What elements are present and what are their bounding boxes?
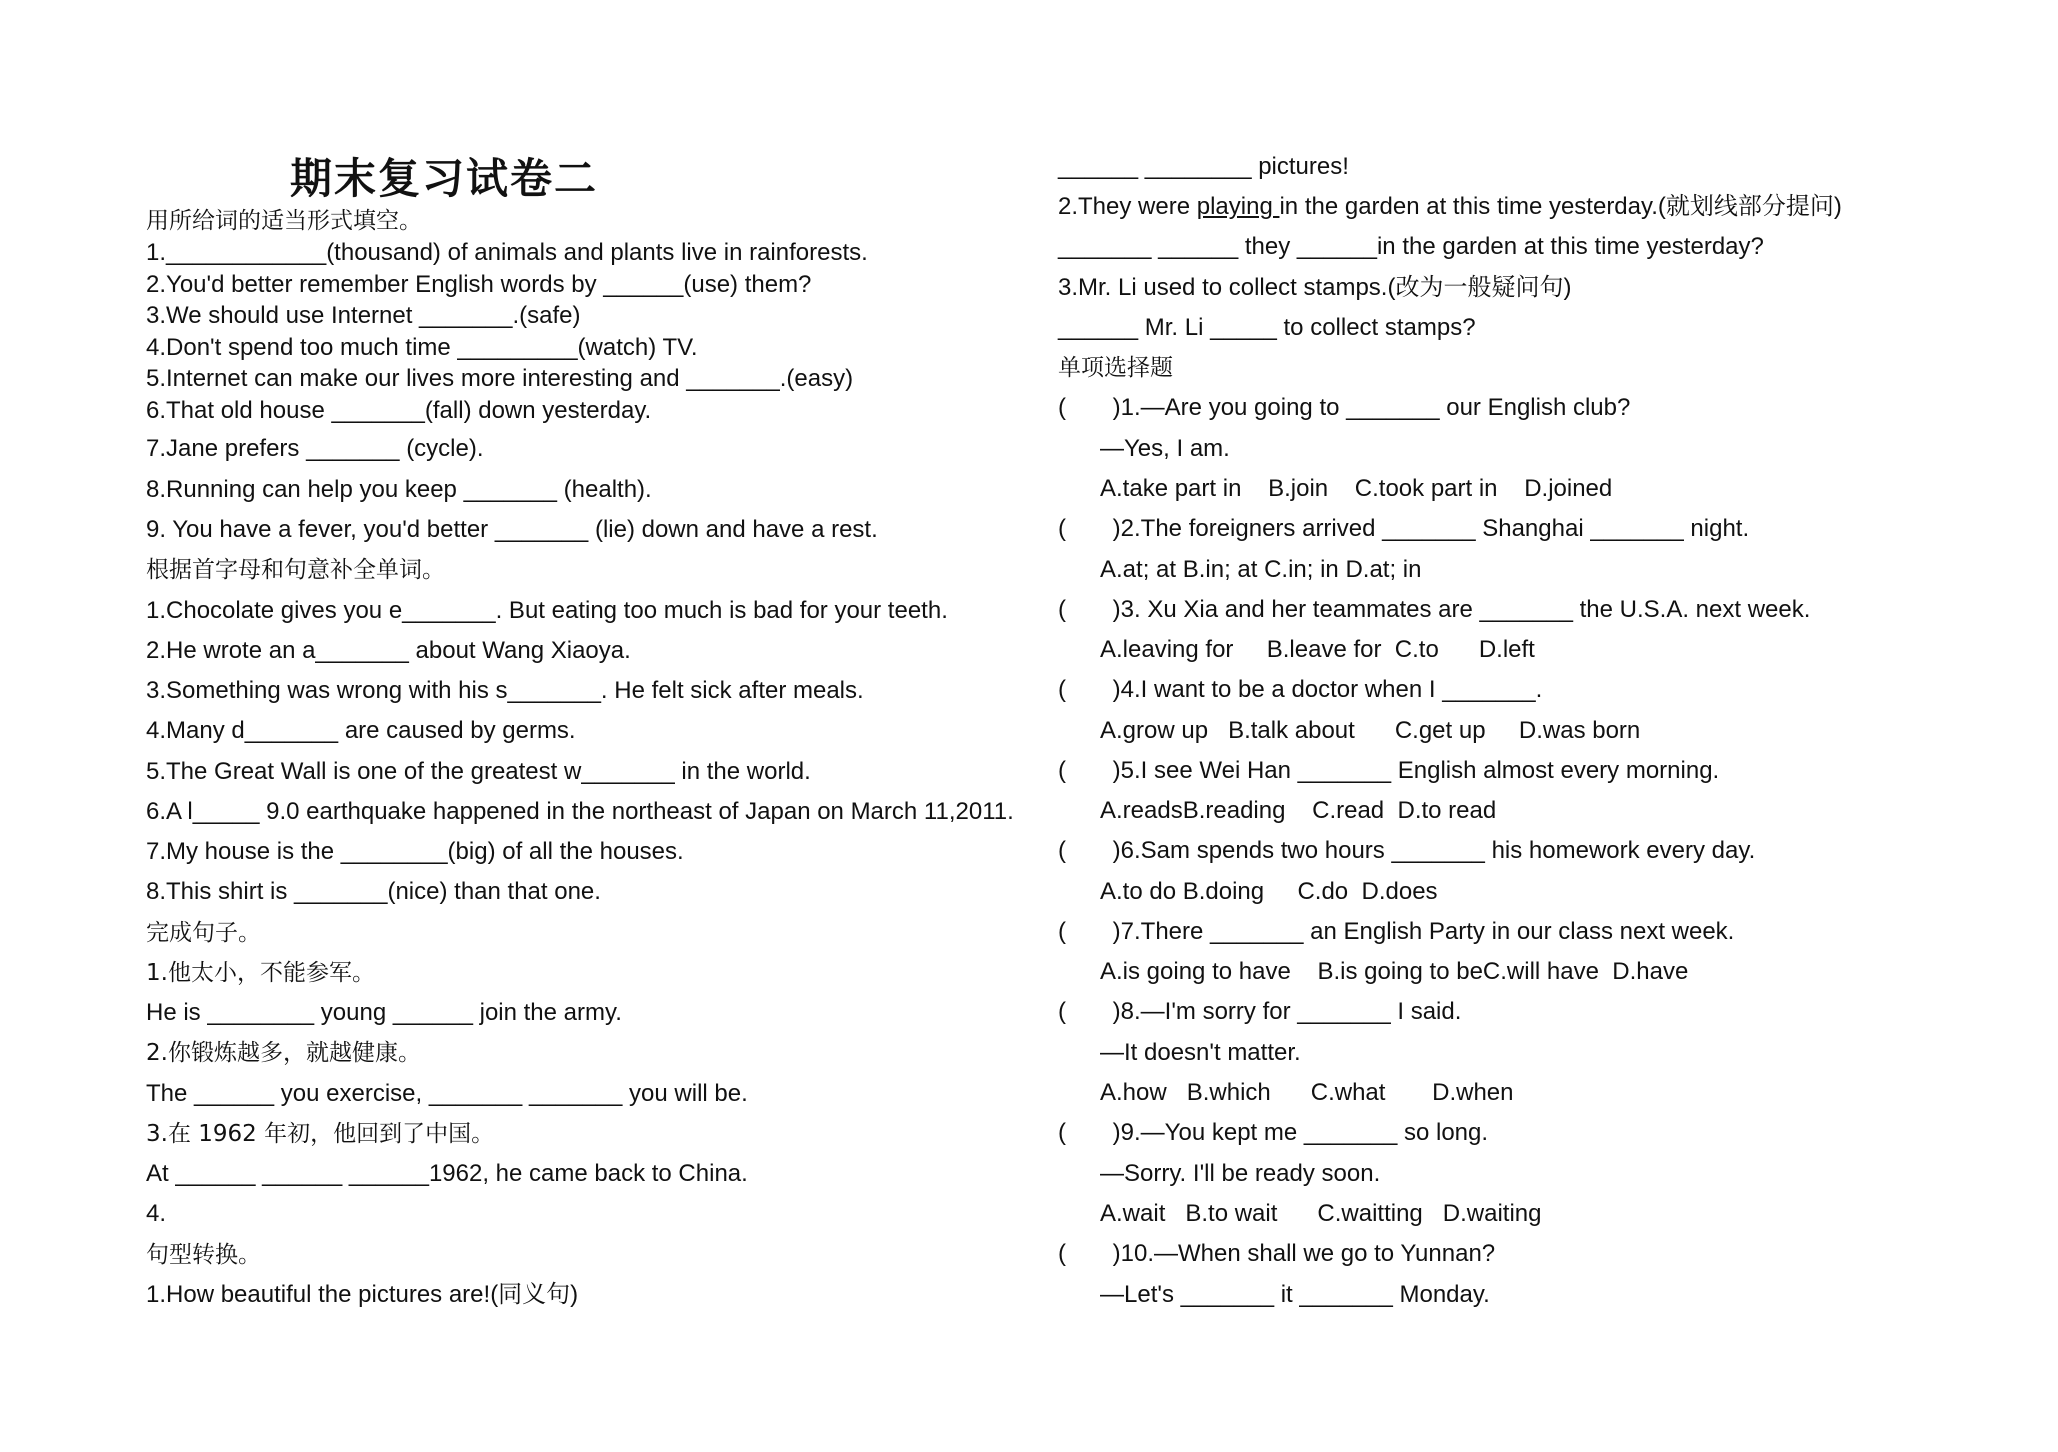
mc-question: ( )1.—Are you going to _______ our English club? [1058,394,1631,421]
question-line: He is ________ young ______ join the army. [146,999,622,1026]
mc-options: A.to do B.doing C.do D.does [1100,878,1438,905]
mc-question: ( )10.—When shall we go to Yunnan? [1058,1240,1496,1267]
question-line: 6.A l_____ 9.0 earthquake happened in the northeast of Japan on March 11,2011. [146,798,1014,825]
underlined-word: playing [1196,193,1280,220]
question-line: 8.This shirt is _______(nice) than that one. [146,878,601,905]
mc-options: A.readsB.reading C.read D.to read [1100,797,1497,824]
question-line: 5.Internet can make our lives more interesting and _______.(easy) [146,365,854,392]
question-line: 3.We should use Internet _______.(safe) [146,302,581,329]
question-line: 4.Don't spend too much time _________(watch) TV. [146,334,698,361]
question-line: 6.That old house _______(fall) down yesterday. [146,397,652,424]
mc-options: A.how B.which C.what D.when [1100,1079,1514,1106]
page-title: 期末复习试卷二 [290,154,599,203]
question-line: 1.How beautiful the pictures are!(同义句) [146,1281,579,1308]
question-line: 5.The Great Wall is one of the greatest w_______ in the world. [146,758,811,785]
question-line: 3.在 1962 年初，他回到了中国。 [146,1121,495,1147]
question-line: 1.Chocolate gives you e_______. But eating too much is bad for your teeth. [146,597,948,624]
mc-options: A.leaving for B.leave for C.to D.left [1100,636,1535,663]
mc-question: ( )4.I want to be a doctor when I _______. [1058,676,1543,703]
question-line: 4.Many d_______ are caused by germs. [146,717,576,744]
mc-question: ( )5.I see Wei Han _______ English almost every morning. [1058,757,1720,784]
question-line: 3.Mr. Li used to collect stamps.(改为一般疑问句) [1058,274,1572,301]
question-line: The ______ you exercise, _______ _______ you will be. [146,1080,748,1107]
mc-question: ( )3. Xu Xia and her teammates are _______ the U.S.A. next week. [1058,596,1811,623]
question-line: 8.Running can help you keep _______ (health). [146,476,652,503]
question-line: At ______ ______ ______1962, he came back to China. [146,1160,748,1187]
question-line: 2.You'd better remember English words by ______(use) them? [146,271,812,298]
question-line: 3.Something was wrong with his s_______. He felt sick after meals. [146,677,864,704]
question-line: ______ ________ pictures! [1058,153,1349,180]
section-heading-fill-in: 用所给词的适当形式填空。 [146,208,422,234]
mc-answer-line: —Sorry. I'll be ready soon. [1100,1160,1381,1187]
section-heading-multiple-choice: 单项选择题 [1058,355,1173,381]
question-text: in the garden at this time yesterday.(就划线部分提问) [1279,193,1842,220]
mc-options: A.take part in B.join C.took part in D.joined [1100,475,1613,502]
question-line-underlined [1058,192,1842,222]
question-line: 7.Jane prefers _______ (cycle). [146,435,484,462]
mc-answer-line: —Let's _______ it _______ Monday. [1100,1281,1490,1308]
question-line: ______ Mr. Li _____ to collect stamps? [1058,314,1476,341]
question-text: 2.They were [1058,193,1197,220]
mc-question: ( )9.—You kept me _______ so long. [1058,1119,1489,1146]
question-line: 9. You have a fever, you'd better _______ (lie) down and have a rest. [146,516,878,543]
mc-question: ( )7.There _______ an English Party in our class next week. [1058,918,1735,945]
question-line: 7.My house is the ________(big) of all the houses. [146,838,684,865]
mc-options: A.grow up B.talk about C.get up D.was born [1100,717,1641,744]
mc-question: ( )8.—I'm sorry for _______ I said. [1058,998,1462,1025]
mc-options: A.is going to have B.is going to beC.will have D.have [1100,958,1689,985]
mc-options: A.at; at B.in; at C.in; in D.at; in [1100,556,1422,583]
question-line: 4. [146,1200,167,1227]
mc-question: ( )6.Sam spends two hours _______ his homework every day. [1058,837,1756,864]
question-line: 2.你锻炼越多，就越健康。 [146,1040,421,1066]
question-line: 1.____________(thousand) of animals and plants live in rainforests. [146,239,868,266]
mc-question: ( )2.The foreigners arrived _______ Shanghai _______ night. [1058,515,1750,542]
section-heading-sentence-transform: 句型转换。 [146,1242,261,1268]
section-heading-complete-sentences: 完成句子。 [146,920,261,946]
mc-answer-line: —Yes, I am. [1100,435,1230,462]
question-line: _______ ______ they ______in the garden at this time yesterday? [1058,233,1764,260]
question-line: 1.他太小，不能参军。 [146,960,375,986]
section-heading-first-letter: 根据首字母和句意补全单词。 [146,557,445,583]
question-line: 2.He wrote an a_______ about Wang Xiaoya. [146,637,631,664]
mc-options: A.wait B.to wait C.waitting D.waiting [1100,1200,1542,1227]
mc-answer-line: —It doesn't matter. [1100,1039,1301,1066]
